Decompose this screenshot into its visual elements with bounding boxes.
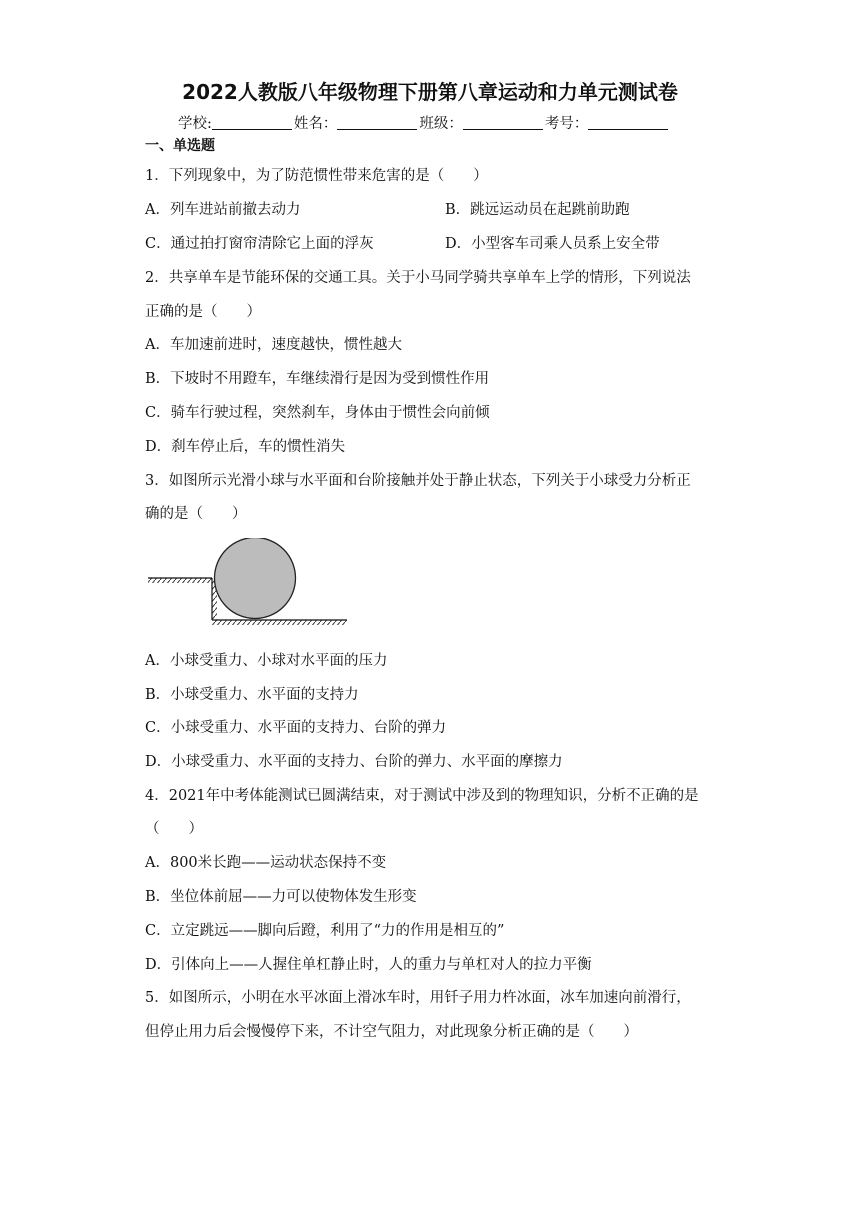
exam-no-blank[interactable] [588,115,668,130]
q4-option-c: C．立定跳远——脚向后蹬，利用了“力的作用是相互的” [145,923,505,939]
q4-option-d: D．引体向上——人握住单杠静止时，人的重力与单杠对人的拉力平衡 [145,957,592,973]
class-label: 班级： [419,116,463,132]
q3-option-c: C．小球受重力、水平面的支持力、台阶的弹力 [145,720,447,736]
q3-option-d: D．小球受重力、水平面的支持力、台阶的弹力、水平面的摩擦力 [145,754,563,770]
q1-option-a: A．列车进站前撤去动力 [145,202,301,218]
exam-no-label: 考号： [544,116,589,132]
section-heading: 一、单选题 [145,138,215,154]
q1-option-c: C．通过拍打窗帘清除它上面的浮灰 [145,236,374,252]
q3-option-a: A．小球受重力、小球对水平面的压力 [145,653,388,669]
q5-stem-line1: 5．如图所示，小明在水平冰面上滑冰车时，用钎子用力杵冰面，冰车加速向前滑行， [145,990,691,1006]
q2-stem-line1: 2．共享单车是节能环保的交通工具。关于小马同学骑共享单车上学的情形，下列说法 [145,270,691,286]
ground-surface [212,620,347,625]
student-info-line [178,112,670,133]
q2-option-b: B．下坡时不用蹬车，车继续滑行是因为受到惯性作用 [145,371,490,387]
name-label: 姓名： [293,116,338,132]
name-blank[interactable] [337,115,417,130]
step-surface [148,578,217,622]
q4-stem-line1: 4．2021年中考体能测试已圆满结束，对于测试中涉及到的物理知识，分析不正确的是 [145,788,699,804]
class-blank[interactable] [463,115,543,130]
q2-option-d: D．刹车停止后，车的惯性消失 [145,439,346,455]
q3-stem-line1: 3．如图所示光滑小球与水平面和台阶接触并处于静止状态，下列关于小球受力分析正 [145,473,691,489]
q5-stem-line2: 但停止用力后会慢慢停下来，不计空气阻力，对此现象分析正确的是（ ） [145,1024,638,1040]
school-blank[interactable] [212,115,292,130]
q4-stem-line2: （ ） [145,821,203,837]
ball [215,538,296,619]
q3-option-b: B．小球受重力、水平面的支持力 [145,687,359,703]
page-title: 2022人教版八年级物理下册第八章运动和力单元测试卷 [182,80,678,104]
ball-step-figure [145,538,355,630]
q1-stem: 1．下列现象中，为了防范惯性带来危害的是（ ） [145,168,488,184]
school-label: 学校: [178,116,212,132]
q4-option-b: B．坐位体前屈——力可以使物体发生形变 [145,889,417,905]
q1-option-d: D．小型客车司乘人员系上安全带 [445,236,660,252]
q2-option-a: A．车加速前进时，速度越快，惯性越大 [145,337,402,353]
q3-stem-line2: 确的是（ ） [145,506,247,522]
q2-stem-line2: 正确的是（ ） [145,304,261,320]
q4-option-a: A．800米长跑——运动状态保持不变 [145,855,387,871]
q1-option-b: B．跳远运动员在起跳前助跑 [445,202,630,218]
q2-option-c: C．骑车行驶过程，突然刹车，身体由于惯性会向前倾 [145,405,490,421]
